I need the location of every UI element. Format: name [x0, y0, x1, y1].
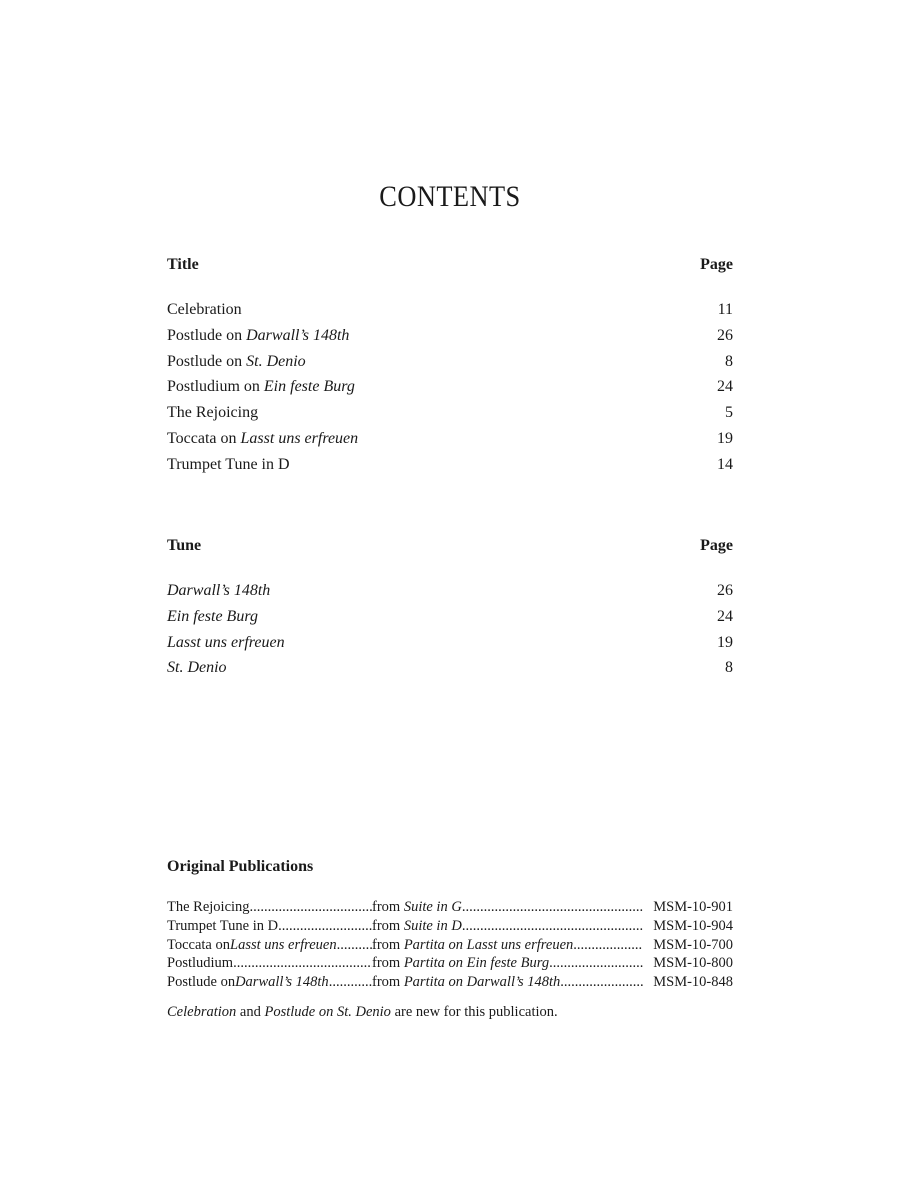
title-text: Postlude on — [167, 326, 247, 344]
dot-leader — [462, 917, 643, 936]
publication-row — [167, 954, 733, 973]
title-entry — [167, 349, 306, 375]
publication-source — [372, 917, 643, 936]
page-number: 26 — [717, 582, 733, 599]
title-text-italic: Ein feste Burg — [263, 378, 355, 396]
title-entry — [167, 374, 355, 400]
tune-row — [167, 630, 733, 656]
title-row — [167, 400, 733, 426]
title-text: Postlude on — [167, 352, 247, 370]
tune-name: Ein feste Burg — [167, 607, 258, 625]
source-title: Partita on Darwall’s 148th — [403, 974, 561, 991]
tune-index-section — [167, 534, 733, 681]
piece-text: Postludium — [167, 955, 234, 972]
dot-leader — [337, 936, 372, 955]
publication-source — [372, 973, 643, 992]
tune-name: St. Denio — [167, 659, 227, 677]
page-number: 8 — [725, 352, 733, 370]
publication-row — [167, 917, 733, 936]
tune-row — [167, 578, 733, 604]
source-prefix: from — [372, 936, 401, 953]
dot-leader — [573, 936, 643, 955]
tune-list — [167, 578, 733, 681]
page-column-header: Page — [700, 537, 733, 554]
title-text: The Rejoicing — [167, 404, 259, 422]
original-publications-section — [167, 855, 733, 1022]
source-title: Suite in D — [403, 917, 462, 934]
publication-row — [167, 973, 733, 992]
tune-index-header — [167, 534, 733, 558]
page-title: CONTENTS — [379, 180, 521, 213]
title-row — [167, 426, 733, 452]
page-number: 24 — [717, 378, 733, 396]
note-italic-1: Celebration — [167, 1003, 237, 1020]
title-entry — [167, 323, 349, 349]
source-prefix: from — [372, 917, 401, 934]
title-row — [167, 452, 733, 478]
title-text: Toccata on — [167, 429, 241, 447]
title-index-section — [167, 253, 733, 478]
note-text-2: are new for this publication. — [390, 1003, 558, 1020]
title-entry — [167, 297, 242, 323]
title-list — [167, 297, 733, 478]
title-entry — [167, 400, 258, 426]
title-entry — [167, 452, 290, 478]
catalog-number: MSM-10-901 — [653, 899, 733, 915]
note-text-1: and — [236, 1003, 265, 1020]
source-prefix: from — [372, 974, 401, 991]
catalog-number: MSM-10-700 — [653, 936, 733, 953]
dot-leader — [549, 954, 643, 973]
title-entry — [167, 426, 358, 452]
title-text: Celebration — [167, 301, 242, 318]
tune-name: Darwall’s 148th — [167, 582, 271, 599]
tune-row — [167, 655, 733, 681]
piece-text: Toccata on — [167, 936, 230, 953]
publication-piece — [167, 898, 372, 917]
source-prefix: from — [372, 899, 401, 915]
page-column-header: Page — [700, 256, 733, 273]
catalog-number: MSM-10-904 — [653, 917, 733, 934]
publication-note — [167, 1002, 733, 1022]
piece-text-italic: Darwall’s 148th — [235, 974, 329, 991]
title-text: Postludium on — [167, 378, 264, 396]
title-text-italic: Darwall’s 148th — [246, 326, 350, 344]
page-number: 11 — [717, 301, 733, 318]
publication-source — [372, 898, 643, 917]
dot-leader — [250, 898, 372, 917]
tune-column-header: Tune — [167, 537, 202, 554]
tune-row — [167, 604, 733, 630]
page-number: 14 — [717, 455, 733, 473]
piece-text: Postlude on — [167, 974, 236, 991]
catalog-number: MSM-10-800 — [653, 955, 733, 972]
piece-text: Trumpet Tune in D — [167, 917, 279, 934]
title-row — [167, 349, 733, 375]
page-number: 8 — [725, 659, 733, 677]
publications-heading: Original Publications — [167, 858, 314, 875]
dot-leader — [329, 973, 372, 992]
publication-piece — [167, 973, 372, 992]
tune-name: Lasst uns erfreuen — [167, 633, 285, 651]
publication-row — [167, 936, 733, 955]
source-prefix: from — [372, 955, 401, 972]
page-number: 26 — [717, 326, 733, 344]
dot-leader — [462, 898, 643, 917]
title-column-header: Title — [167, 256, 199, 273]
title-row — [167, 323, 733, 349]
publication-piece — [167, 917, 372, 936]
source-title: Partita on Lasst uns erfreuen — [403, 936, 574, 953]
publication-piece — [167, 954, 372, 973]
catalog-number: MSM-10-848 — [653, 974, 733, 991]
title-row — [167, 374, 733, 400]
piece-text-italic: Lasst uns erfreuen — [230, 936, 337, 953]
dot-leader — [233, 954, 372, 973]
publications-list — [167, 898, 733, 992]
page-number: 19 — [717, 633, 733, 651]
note-italic-2: Postlude on St. Denio — [264, 1003, 391, 1020]
title-index-header — [167, 253, 733, 277]
dot-leader — [560, 973, 643, 992]
page-number: 5 — [725, 404, 733, 422]
title-row — [167, 297, 733, 323]
page-number: 24 — [717, 607, 733, 625]
source-title: Partita on Ein feste Burg — [403, 955, 550, 972]
title-text: Trumpet Tune in D — [167, 455, 290, 473]
title-text-italic: St. Denio — [246, 352, 306, 370]
source-title: Suite in G — [403, 899, 462, 915]
dot-leader — [278, 917, 372, 936]
page-number: 19 — [717, 429, 733, 447]
publication-piece — [167, 936, 372, 955]
publication-row — [167, 898, 733, 917]
piece-text: The Rejoicing — [167, 899, 250, 915]
publication-source — [372, 936, 643, 955]
title-text-italic: Lasst uns erfreuen — [240, 429, 359, 447]
publication-source — [372, 954, 643, 973]
